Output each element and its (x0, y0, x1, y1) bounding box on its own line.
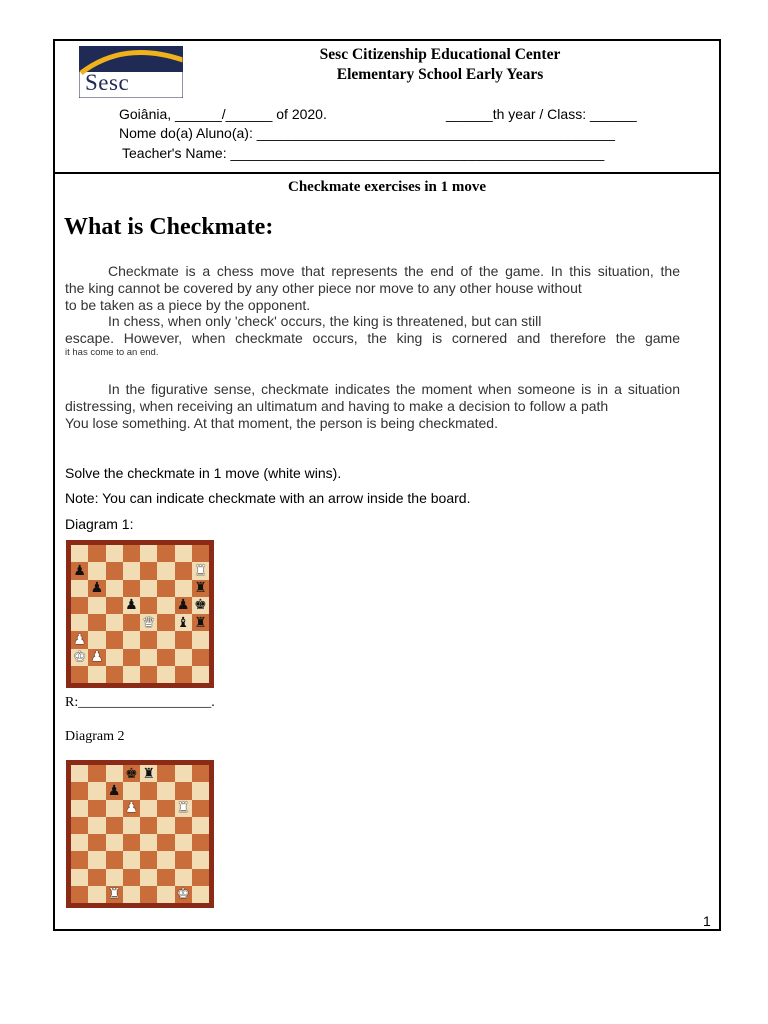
header-divider (53, 172, 721, 174)
black-bishop-icon: ♝ (175, 614, 192, 631)
board-square (140, 800, 157, 817)
board-square (175, 666, 192, 683)
diagram-1-label: Diagram 1: (65, 516, 134, 532)
board-square (106, 800, 123, 817)
paragraph-line: Checkmate is a chess move that represents the end of the game. In this situation, the (108, 263, 680, 279)
board-square (88, 562, 105, 579)
board-square (140, 649, 157, 666)
diagram-2-label: Diagram 2 (65, 729, 125, 744)
board-square (157, 834, 174, 851)
board-square (123, 649, 140, 666)
board-square (157, 666, 174, 683)
white-rook-icon: ♜ (175, 800, 192, 817)
paragraph-small-line: it has come to an end. (65, 346, 159, 358)
black-rook-icon: ♜ (192, 614, 209, 631)
board-square (71, 817, 88, 834)
board-square (157, 597, 174, 614)
board-square (157, 631, 174, 648)
board-square (175, 851, 192, 868)
board-square (71, 597, 88, 614)
white-king-icon: ♚ (175, 886, 192, 903)
board-square (192, 545, 209, 562)
board-square (106, 545, 123, 562)
white-pawn-icon: ♟ (71, 631, 88, 648)
board-square (71, 666, 88, 683)
board-square (106, 869, 123, 886)
board-square (106, 817, 123, 834)
paragraph-definition (65, 263, 680, 359)
board-square (157, 886, 174, 903)
black-rook-icon: ♜ (192, 580, 209, 597)
page-number: 1 (703, 913, 711, 929)
board-square (123, 666, 140, 683)
board-square (157, 800, 174, 817)
board-square (88, 817, 105, 834)
board-square (192, 817, 209, 834)
board-square (71, 800, 88, 817)
black-pawn-icon: ♟ (123, 597, 140, 614)
board-square (88, 834, 105, 851)
board-square (157, 545, 174, 562)
board-square (140, 817, 157, 834)
board-square (175, 765, 192, 782)
board-square (88, 614, 105, 631)
board-square (71, 614, 88, 631)
board-square (140, 782, 157, 799)
teacher-name-field: Teacher's Name: ________________________________________________ (122, 145, 605, 161)
board-square (123, 580, 140, 597)
board-square (157, 851, 174, 868)
board-square (106, 834, 123, 851)
board-square (140, 666, 157, 683)
board-square (106, 614, 123, 631)
board-square (175, 631, 192, 648)
board-square (88, 886, 105, 903)
task-note: Note: You can indicate checkmate with an arrow inside the board. (65, 490, 471, 506)
board-square (123, 817, 140, 834)
board-square (157, 869, 174, 886)
date-field: Goiânia, ______/______ of 2020. (119, 106, 327, 122)
board-square (123, 886, 140, 903)
student-name-field: Nome do(a) Aluno(a): ______________________________________________ (119, 125, 615, 141)
board-square (175, 562, 192, 579)
white-pawn-icon: ♟ (123, 800, 140, 817)
sesc-logo (79, 46, 183, 98)
board-square (88, 800, 105, 817)
board-square (175, 834, 192, 851)
black-pawn-icon: ♟ (106, 782, 123, 799)
paragraph-line: You lose something. At that moment, the person is being checkmated. (65, 414, 498, 431)
board-square (123, 851, 140, 868)
board-square (175, 649, 192, 666)
board-square (123, 562, 140, 579)
black-pawn-icon: ♟ (71, 562, 88, 579)
board-square (106, 765, 123, 782)
paragraph-line: the king cannot be covered by any other piece nor move to any other house without (65, 279, 582, 296)
board-square (106, 851, 123, 868)
board-square (88, 545, 105, 562)
board-square (140, 834, 157, 851)
board-square (157, 614, 174, 631)
board-square (106, 580, 123, 597)
board-square (157, 765, 174, 782)
board-square (140, 886, 157, 903)
board-square (192, 886, 209, 903)
logo-text: Sesc (85, 70, 130, 95)
board-square (88, 666, 105, 683)
board-square (140, 869, 157, 886)
paragraph-line: to be taken as a piece by the opponent. (65, 296, 311, 313)
board-square (106, 631, 123, 648)
board-square (71, 765, 88, 782)
board-square (106, 597, 123, 614)
chessboard-diagram-2 (66, 760, 214, 908)
board-square (192, 851, 209, 868)
board-square (71, 851, 88, 868)
board-square (71, 782, 88, 799)
board-square (88, 765, 105, 782)
board-square (175, 580, 192, 597)
black-rook-icon: ♜ (140, 765, 157, 782)
board-square (175, 817, 192, 834)
board-square (88, 869, 105, 886)
board-square (140, 580, 157, 597)
board-square (140, 631, 157, 648)
board-square (88, 597, 105, 614)
board-square (123, 545, 140, 562)
board-square (175, 782, 192, 799)
board-square (192, 834, 209, 851)
board-square (106, 666, 123, 683)
board-square (157, 817, 174, 834)
board-square (192, 869, 209, 886)
black-pawn-icon: ♟ (175, 597, 192, 614)
board-square (157, 649, 174, 666)
paragraph-line: escape. However, when checkmate occurs, the king is cornered and therefore the game (65, 330, 680, 347)
paragraph-line: distressing, when receiving an ultimatum and having to make a decision to follow a path (65, 397, 609, 414)
board-grid (71, 545, 209, 683)
answer-line[interactable]: R:___________________. (65, 695, 215, 710)
board-square (192, 782, 209, 799)
school-name-line-2: Elementary School Early Years (336, 66, 544, 83)
black-pawn-icon: ♟ (88, 580, 105, 597)
board-square (175, 545, 192, 562)
board-square (140, 597, 157, 614)
section-heading: What is Checkmate: (64, 214, 274, 240)
board-square (71, 886, 88, 903)
board-square (123, 782, 140, 799)
white-rook-icon: ♜ (192, 562, 209, 579)
white-pawn-icon: ♟ (88, 649, 105, 666)
paragraph-figurative (65, 381, 680, 431)
board-square (106, 649, 123, 666)
board-square (157, 782, 174, 799)
board-square (71, 545, 88, 562)
board-square (192, 800, 209, 817)
board-square (192, 666, 209, 683)
board-square (157, 562, 174, 579)
board-square (88, 631, 105, 648)
board-square (71, 834, 88, 851)
board-grid (71, 765, 209, 903)
black-king-icon: ♚ (123, 765, 140, 782)
white-king-icon: ♚ (71, 649, 88, 666)
board-square (140, 851, 157, 868)
chessboard-diagram-1 (66, 540, 214, 688)
worksheet-subtitle: Checkmate exercises in 1 move (287, 179, 486, 195)
board-square (192, 765, 209, 782)
board-square (88, 782, 105, 799)
class-field: ______th year / Class: ______ (446, 106, 637, 122)
task-instruction: Solve the checkmate in 1 move (white wins). (65, 465, 342, 481)
board-square (71, 580, 88, 597)
board-square (123, 869, 140, 886)
board-square (71, 869, 88, 886)
board-square (192, 649, 209, 666)
paragraph-line: In chess, when only 'check' occurs, the king is threatened, but can still (108, 313, 542, 330)
board-square (140, 562, 157, 579)
board-square (123, 834, 140, 851)
board-square (123, 614, 140, 631)
white-rook-icon: ♜ (106, 886, 123, 903)
board-square (192, 631, 209, 648)
school-name (300, 45, 580, 85)
board-square (175, 869, 192, 886)
paragraph-line: In the figurative sense, checkmate indicates the moment when someone is in a situation (108, 381, 680, 397)
board-square (140, 545, 157, 562)
board-square (123, 631, 140, 648)
board-square (157, 580, 174, 597)
white-queen-icon: ♛ (140, 614, 157, 631)
board-square (88, 851, 105, 868)
board-square (106, 562, 123, 579)
school-name-line-1: Sesc Citizenship Educational Center (319, 46, 561, 63)
black-king-icon: ♚ (192, 597, 209, 614)
